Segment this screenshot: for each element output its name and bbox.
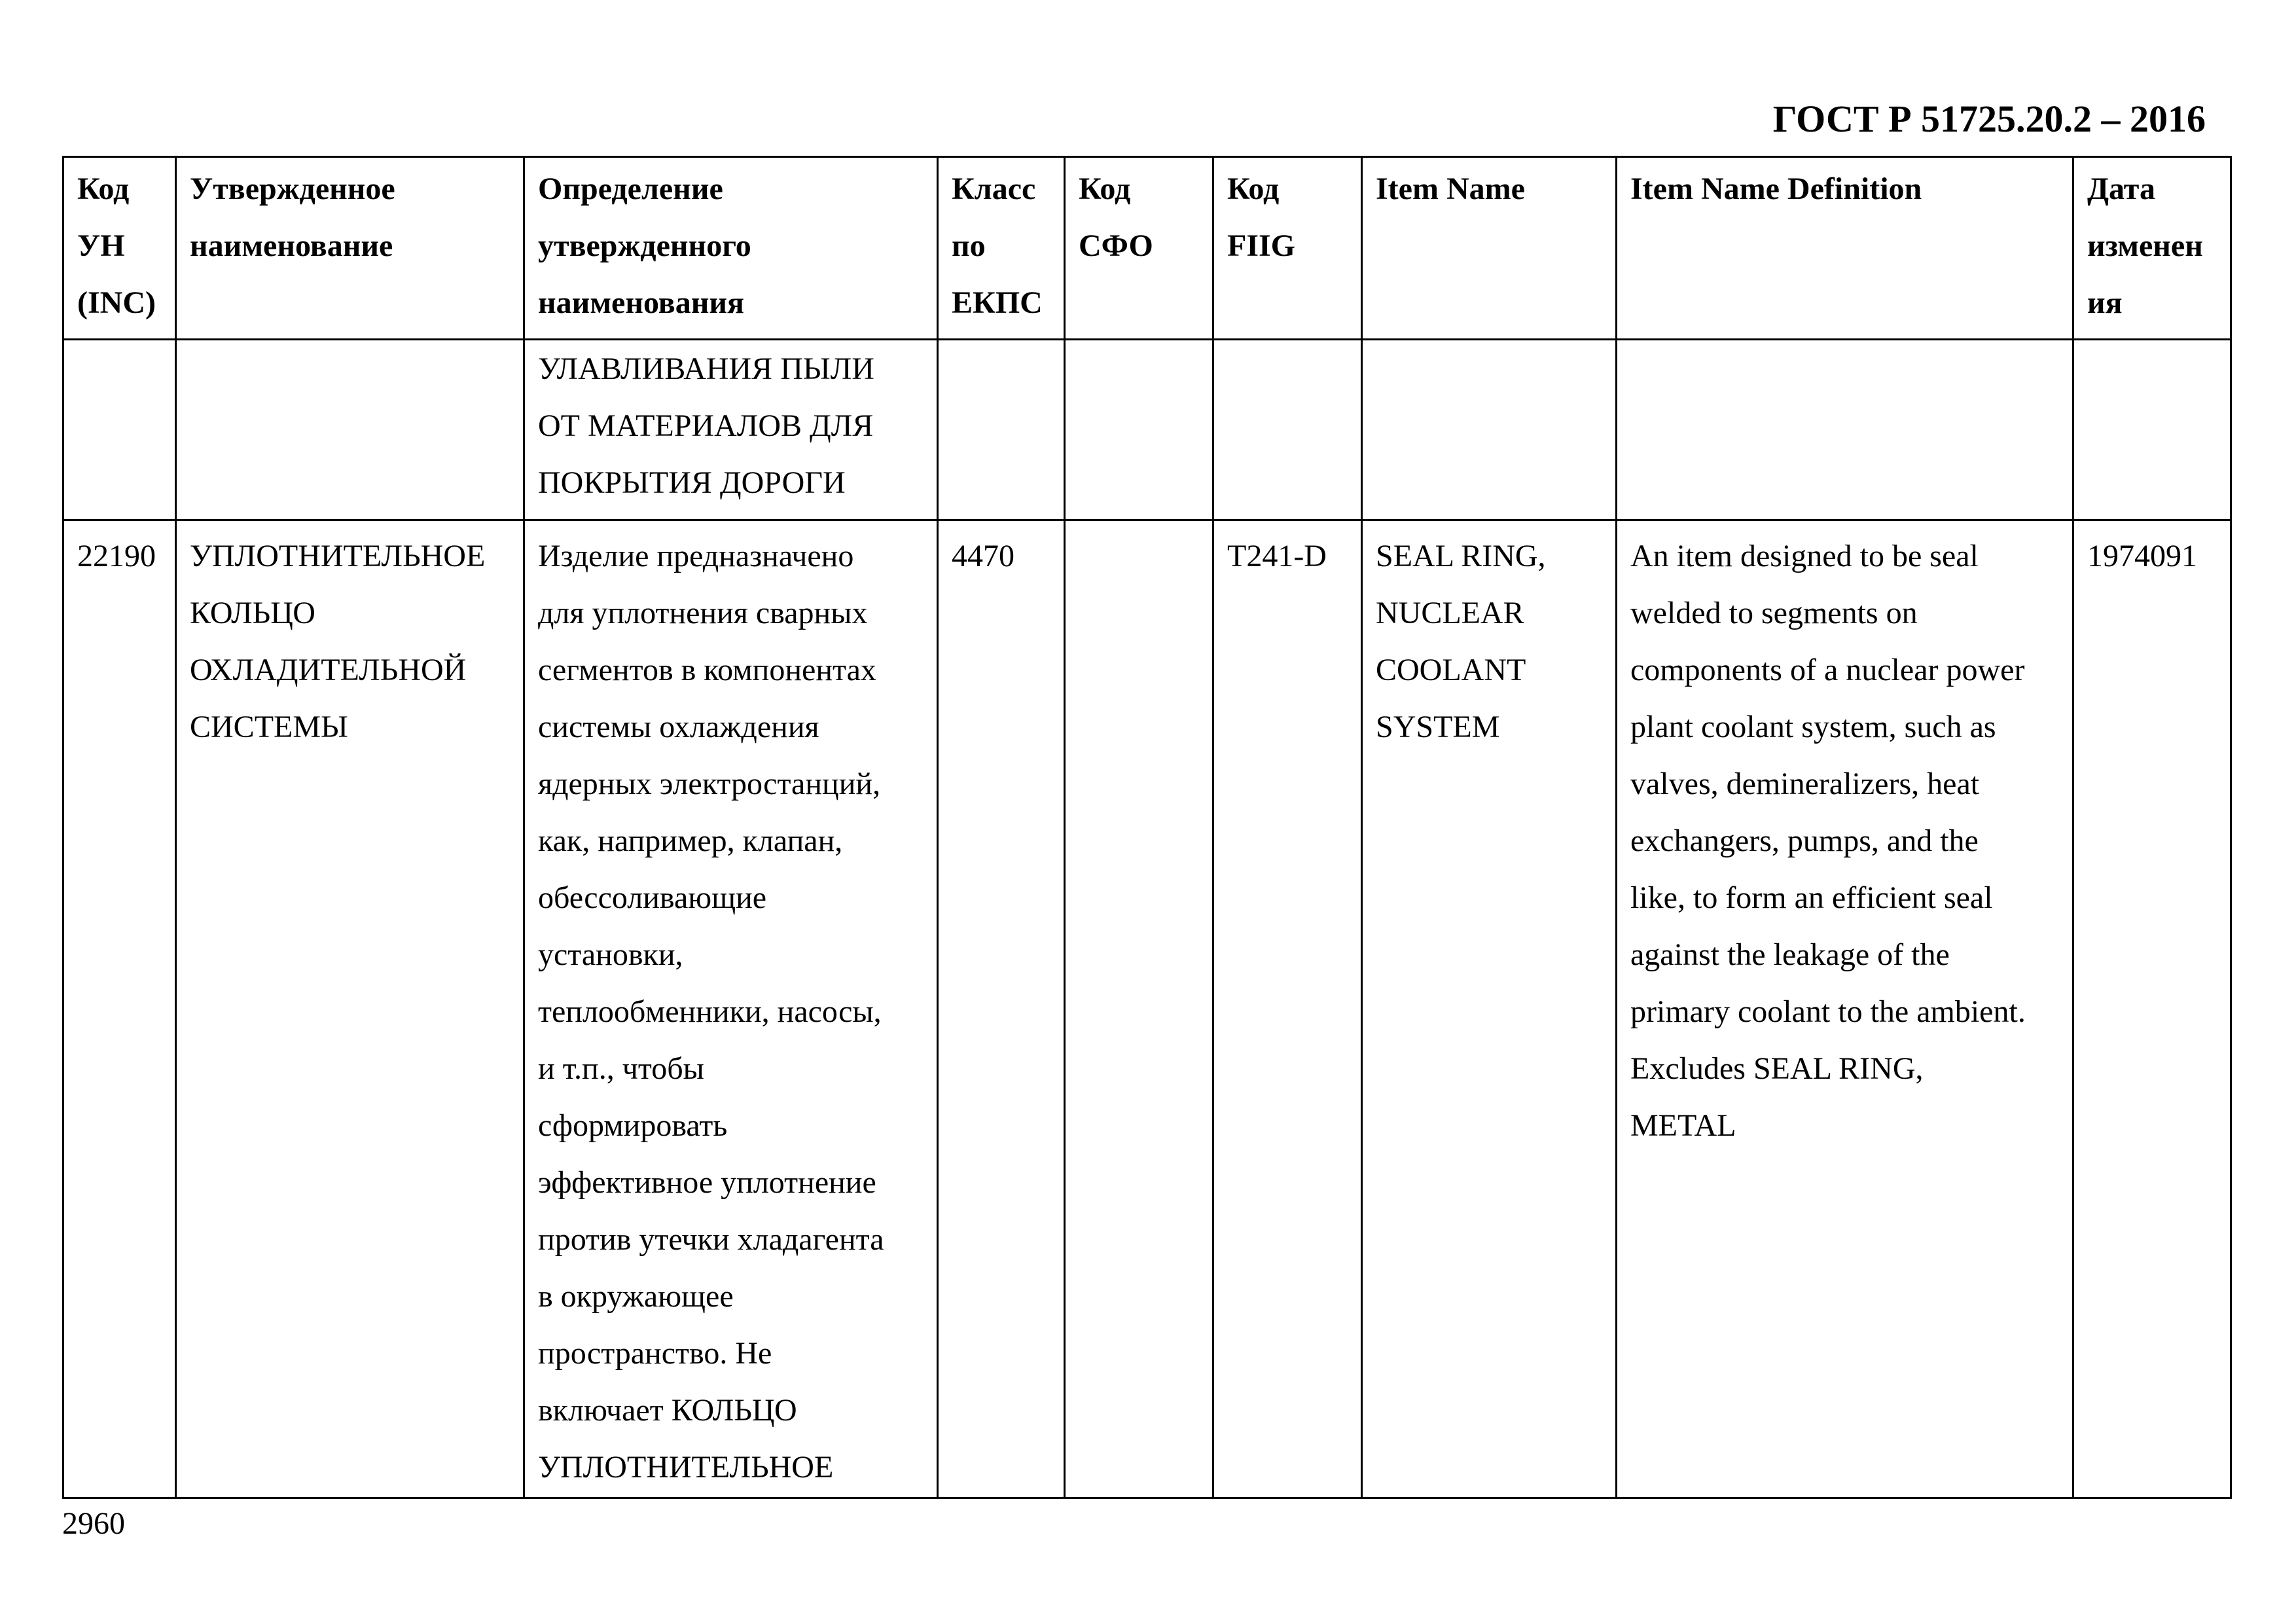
cell-date (2073, 340, 2231, 520)
cell-date: 1974091 (2073, 520, 2231, 1498)
cell-approved-name: УПЛОТНИТЕЛЬНОЕ КОЛЬЦО ОХЛАДИТЕЛЬНОЙ СИСТЕМЫ (176, 520, 524, 1498)
cell-class (938, 340, 1065, 520)
cell-sfo (1065, 520, 1213, 1498)
column-header-date: Дата изменен ия (2073, 157, 2231, 340)
column-header-item-name: Item Name (1362, 157, 1617, 340)
column-header-sfo: Код СФО (1065, 157, 1213, 340)
cell-inc (63, 340, 176, 520)
cell-item-name: SEAL RING, NUCLEAR COOLANT SYSTEM (1362, 520, 1617, 1498)
cell-definition: Изделие предназначено для уплотнения сварных сегментов в компонентах системы охлаждения ядерных электростанций, как, например, клапан, обессоливающие установки, теплообменники, насосы, и т.п., чтобы сформировать эффективное уплотнение против утечки хладагента в окружающее пространство. Не включает КОЛЬЦО УПЛОТНИТЕЛЬНОЕ (524, 520, 938, 1498)
cell-inc: 22190 (63, 520, 176, 1498)
cell-approved-name (176, 340, 524, 520)
cell-definition: УЛАВЛИВАНИЯ ПЫЛИ ОТ МАТЕРИАЛОВ ДЛЯ ПОКРЫТИЯ ДОРОГИ (524, 340, 938, 520)
cell-sfo (1065, 340, 1213, 520)
column-header-inc: Код УН (INC) (63, 157, 176, 340)
page-number: 2960 (62, 1506, 125, 1541)
table-row (63, 520, 2231, 1498)
table-row (63, 340, 2231, 520)
cell-fiig: T241-D (1213, 520, 1362, 1498)
document-standard-header: ГОСТ Р 51725.20.2 – 2016 (1772, 98, 2206, 140)
table-header-row (63, 157, 2231, 340)
column-header-definition: Определение утвержденного наименования (524, 157, 938, 340)
cell-item-name (1362, 340, 1617, 520)
column-header-item-name-definition: Item Name Definition (1617, 157, 2073, 340)
column-header-class: Класс по ЕКПС (938, 157, 1065, 340)
cell-fiig (1213, 340, 1362, 520)
column-header-fiig: Код FIIG (1213, 157, 1362, 340)
cell-item-name-definition: An item designed to be seal welded to segments on components of a nuclear power plant coolant system, such as valves, demineralizers, heat exchangers, pumps, and the like, to form an efficient seal against the leakage of the primary coolant to the ambient. Excludes SEAL RING, METAL (1617, 520, 2073, 1498)
column-header-approved-name: Утвержденное наименование (176, 157, 524, 340)
catalog-table (62, 156, 2232, 1499)
cell-class: 4470 (938, 520, 1065, 1498)
cell-item-name-definition (1617, 340, 2073, 520)
